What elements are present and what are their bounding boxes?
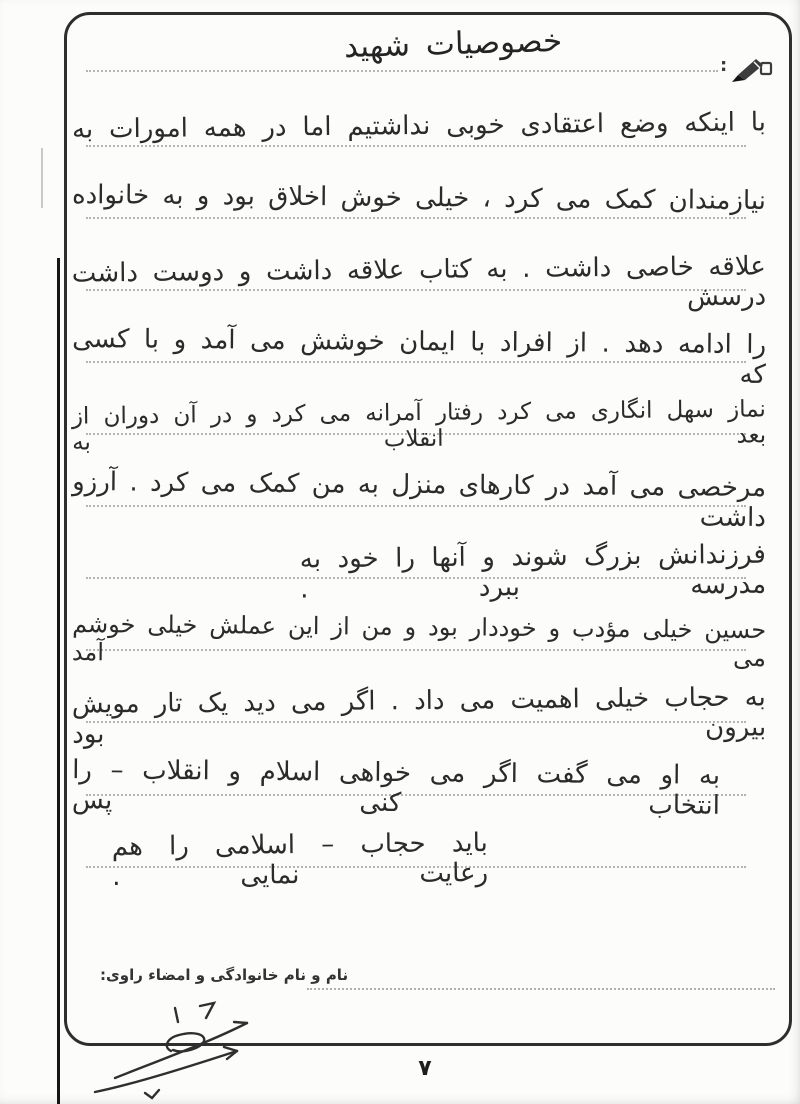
narrator-name-signature-label: نام و نام خانوادگی و امضاء راوی: (100, 966, 349, 984)
handwritten-line: حسین خیلی مؤدب و خوددار بود و من از این عملش خیلی خوشم می آمد (71, 609, 767, 672)
handwritten-line: را ادامه دهد . از افراد با ایمان خوشش می آمد و با کسی که (72, 323, 767, 390)
writing-hand-icon (732, 52, 774, 83)
scan-edge-artifact-faint (41, 148, 43, 208)
page-heading-handwritten: خصوصیات شهید (343, 22, 563, 66)
dotted-rule-header (86, 70, 718, 72)
scan-edge-artifact (57, 258, 60, 1104)
dotted-rule (86, 217, 746, 219)
handwritten-line: به او می گفت اگر می خواهی اسلام و انقلاب – را انتخاب کنی پس (71, 755, 721, 821)
handwritten-line: باید حجاب – اسلامی را هم رعایت نمایی . (111, 828, 489, 892)
handwritten-line: فرزندانش بزرگ شوند و آنها را خود به مدرسه ببرد . (299, 539, 767, 605)
page-number: ۷ (418, 1056, 432, 1081)
handwritten-line: نماز سهل انگاری می کرد رفتار آمرانه می کرد و در آن دوران از بعد انقلاب به (71, 396, 767, 457)
handwritten-line: به حجاب خیلی اهمیت می داد . اگر می دید یک تار مویش بیرون بود (71, 682, 767, 750)
handwritten-line: مرخصی می آمد در کارهای منزل به من کمک می کرد . آرزو داشت (72, 466, 767, 533)
footer-dotted-rule (307, 988, 775, 990)
handwritten-line: علاقه خاصی داشت . به کتاب علاقه داشت و دوست داشت درسش (71, 251, 767, 313)
signature (75, 998, 335, 1104)
header-field-mark (720, 52, 774, 83)
handwritten-line: نیازمندان کمک می کرد ، خیلی خوش اخلاق بود و به خانواده (71, 179, 767, 217)
dotted-rule (86, 145, 746, 147)
handwritten-line: با اینکه وضع اعتقادی خوبی نداشتیم اما در همه امورات به (71, 107, 767, 145)
colon-label: : (720, 55, 728, 76)
